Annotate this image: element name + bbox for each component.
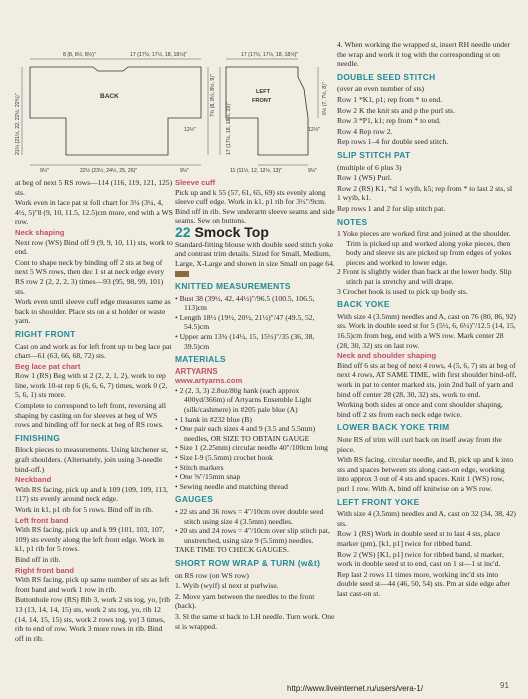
heading-right-band: Right front band bbox=[15, 565, 75, 575]
text-neck-shaping2: Cont to shape neck by binding off 2 sts at beg of next 5 WS rows, then dec 1 st at neck edge every RS row 2 (2, 2, 2, 3) times—93 (95, 98, 99, 101) sts. bbox=[15, 257, 165, 296]
heading-gauges: GAUGES bbox=[175, 494, 214, 505]
front-bottom-dim: 11 (11½, 12, 12½, 13)" bbox=[230, 168, 283, 174]
heading-knitted-measurements: KNITTED MEASUREMENTS bbox=[175, 280, 291, 291]
text-intro: at beg of next 5 RS rows—114 (116, 119, 121, 125) sts. bbox=[15, 178, 173, 197]
heading-slip-stitch: SLIP STITCH PAT bbox=[337, 149, 411, 160]
text-neck-shaping3: Work even until sleeve cuff edge measures same as back to shoulder. Place sts on a st holder or waste yarn. bbox=[15, 297, 171, 326]
text-lft4: Rep last 2 rows 11 times more, working inc'd sts into double seed st—44 (46, 50, 54) sts. Pm at side edge after last cast-on st. bbox=[337, 569, 510, 598]
list-item: 2 Front is slightly wider than back at the lower body. Slip stitch pat is stretchy and will drape. bbox=[337, 267, 512, 287]
text-right-band2: Buttonhole row (RS) Rib 3, work 2 sts tog, yo, [rib 13 (13, 14, 14, 15) sts, work 2 sts tog, yo, rib 12 (14, 14, 15, 15) sts, work 2 rows tog, yo] 3 times, rib to end of row. Work 3 more rows in rib. Bind off in rib. bbox=[15, 595, 171, 643]
heading-right-front: RIGHT FRONT bbox=[15, 328, 76, 339]
text-right-front: Cast on and work as for left front up to beg lace pat chart—61 (63, 66, 68, 72) sts. bbox=[15, 341, 172, 361]
text-dss0: (over an even number of sts) bbox=[337, 84, 425, 94]
front-outline bbox=[226, 67, 308, 155]
heading-neck-shoulder: Neck and shoulder shaping bbox=[337, 351, 437, 361]
yarn-brand: ARTYARNS bbox=[175, 366, 218, 376]
list-item: • 1 hank in #232 blue (B) bbox=[175, 414, 252, 424]
text-left-band2: Bind off in rib. bbox=[15, 554, 61, 564]
heading-beg-lace: Beg lace pat chart bbox=[15, 361, 81, 371]
text-slip3: Rep rows 1 and 2 for slip stitch pat. bbox=[337, 203, 446, 213]
text-lower2: With RS facing, circular needle, and B, pick up and k into sts and spaces between sts along cast-on edge, working into approx 3 out of 4 sts and spaces. Knit 1 (WS) row, purl 1 row. With A, bind off knitwise on a WS row. bbox=[337, 455, 513, 493]
text-lower: Note RS of trim will curl back on itself away from the piece. bbox=[337, 434, 502, 454]
text-wrap1: 1. Wyib (wyif) sl next st purlwise. bbox=[175, 581, 279, 591]
schematic-diagrams bbox=[8, 45, 333, 175]
text-neck-shaping: Next row (WS) Bind off 9 (9, 9, 10, 11) sts, work to end. bbox=[15, 237, 173, 257]
text-right-band: With RS facing, pick up same number of sts as left front band and work 1 row in rib. bbox=[15, 575, 170, 594]
column-1 bbox=[15, 178, 173, 644]
text-dss1: Row 1 *K1, p1; rep from * to end. bbox=[337, 94, 443, 104]
text-lft3: Row 2 (WS) [K1, p1] twice for ribbed band, sl marker, work in double seed st to end, cast on 1 st—1 st inc'd. bbox=[337, 549, 504, 569]
pattern-number: 22 bbox=[175, 223, 191, 240]
heading-neck-shaping: Neck shaping bbox=[15, 227, 65, 237]
text-wrap4: 4. When working the wrapped st, insert RH needle under the wrap and work it tog with the corresponding st on needle. bbox=[337, 40, 510, 69]
text-dss3: Row 3 *P1, k1; rep from * to end. bbox=[337, 116, 441, 126]
yarn-url[interactable]: www.artyarns.com bbox=[175, 376, 243, 386]
back-outline bbox=[30, 67, 201, 155]
text-intro2: Work even in lace pat st foll chart for 3¼ (3¼, 4, 4½, 5)"8 (9, 10, 11.5, 12.5)cm more, end with a WS row. bbox=[15, 198, 173, 227]
list-item: • Size 1 (2.25mm) circular needle 40"/100cm long bbox=[175, 443, 328, 453]
list-item: • One pair each sizes 4 and 9 (3.5 and 5.5mm) needles, OR SIZE TO OBTAIN GAUGE bbox=[175, 424, 316, 443]
text-slip2: Row 2 (RS) K1, *sl 1 wyib, k5; rep from * to last 2 sts, sl 1 wyib, k1. bbox=[337, 183, 513, 203]
text-wrap0: on RS row (on WS row) bbox=[175, 570, 249, 580]
heading-left-band: Left front band bbox=[15, 515, 69, 525]
text-beg-lace2: Complete to correspond to left front, reversing all shaping by casting on for sleeves at beg of WS rows and binding off for neck at beg of RS rows. bbox=[15, 401, 166, 430]
front-side-left-dim: 17 (17½, 18, 18½, 19)" bbox=[226, 102, 232, 155]
measurements-list bbox=[175, 294, 335, 352]
heading-double-seed: DOUBLE SEED STITCH bbox=[337, 71, 436, 82]
text-neck-shoulder: Bind off 6 sts at beg of next 4 rows, 4 (5, 6, 7) sts at beg of next 4 rows, AT SAME TIME, with first shoulder bind-off, work in pat to center marked sts, join 2nd ball of yarn and bind off center 28 (28, 30, 32) sts, work to end. bbox=[337, 360, 517, 399]
list-item: • Size I-9 (5.5mm) crochet hook bbox=[175, 453, 273, 463]
heading-materials: MATERIALS bbox=[175, 354, 226, 365]
back-side-dim: 21¼ (21½, 22, 22½, 22¾)" bbox=[15, 93, 21, 155]
back-side-right2-dim: 12½" bbox=[184, 127, 196, 133]
text-dss2: Row 2 K the knit sts and p the purl sts. bbox=[337, 105, 455, 115]
list-item: • Length 18½ (19½, 20½, 21½)"/47 (49.5, 52, 54.5)cm bbox=[175, 312, 315, 332]
heading-short-row-wrap: SHORT ROW WRAP & TURN (w&t) bbox=[175, 557, 321, 568]
back-label: BACK bbox=[100, 93, 119, 100]
column-2 bbox=[175, 178, 335, 632]
list-item: 1 Yoke pieces are worked first and joined at the shoulder. Trim is picked up and worked along yoke pieces, then body and sleeve sts are picked up from edges of yokes pieces and worked to lower edge. bbox=[337, 229, 512, 267]
text-dss5: Rep rows 1–4 for double seed stitch. bbox=[337, 137, 449, 147]
text-slip0: (multiple of 6 plus 3) bbox=[337, 162, 402, 172]
materials-list bbox=[175, 386, 335, 492]
text-beg-lace: Row 1 (RS) Beg with st 2 (2, 2, 1, 2), work to rep line, work 10-st rep 6 (6, 6, 6, 7) times, work 0 (2, 5, 6, 1) sts more. bbox=[15, 371, 168, 400]
text-description: Standard-fitting blouse with double seed stitch yoke and contrast trim details. Sized for Small, Medium, Large, X-Large and shown in size Small on page 64. bbox=[175, 240, 335, 278]
back-bottom-dim: 22½ (23½, 24½, 25, 26)" bbox=[80, 168, 138, 174]
notes-list bbox=[337, 229, 517, 296]
list-item: • Sewing needle and matching thread bbox=[175, 481, 288, 491]
front-bottom-right-dim: 9½" bbox=[308, 168, 318, 174]
heading-neckband: Neckband bbox=[15, 475, 52, 485]
text-gauge-check: TAKE TIME TO CHECK GAUGES. bbox=[175, 545, 289, 555]
text-neck-shoulder2: Working both sides at once and cont shoulder shaping, bind off 2 sts from each neck edge twice. bbox=[337, 400, 503, 419]
front-side-right-dim: 6½ (7, 7½, 8)" bbox=[322, 82, 328, 115]
heading-notes: NOTES bbox=[337, 216, 368, 227]
back-top-right-dim: 17 (17½, 17½, 18, 18½)" bbox=[130, 52, 188, 58]
text-sleeve-cuff: Pick up and k 55 (57, 61, 65, 69) sts evenly along sleeve cuff edge. Work in k1, p1 rib for 3½"/9cm. Bind off in rib. Sew underarm sleeve seams and side seams. Sew on buttons. bbox=[175, 187, 335, 226]
list-item: • Stitch markers bbox=[175, 462, 224, 472]
list-item: • Bust 38 (39½, 42, 44½)"/96.5 (100.5, 106.5, 113)cm bbox=[175, 293, 315, 313]
front-label-2: FRONT bbox=[252, 98, 272, 104]
list-item: • One ⅝"/15mm snap bbox=[175, 472, 241, 482]
back-side-right-dim: 7¾ (8, 8¼, 8½, 9)" bbox=[210, 74, 216, 117]
column-3 bbox=[337, 40, 517, 599]
text-neckband2: Work in k1, p1 rib for 5 rows. Bind off in rib. bbox=[15, 505, 154, 514]
text-finishing: Block pieces to measurements. Using kitchener st, graft shoulders. (Alternately, join using 3-needle bind-off.) bbox=[15, 445, 169, 474]
text-wrap2: 2. Move yarn between the needles to the front (back). bbox=[175, 591, 315, 611]
skill-level-icon bbox=[175, 271, 189, 277]
back-bottom-left-dim: 9½" bbox=[40, 168, 50, 174]
list-item: • 22 sts and 36 rows = 4"/10cm over double seed stitch using size 4 (3.5mm) needles. bbox=[175, 507, 324, 526]
list-item: • Upper arm 13¾ (14¼, 15, 15½)"/35 (36, 38, 39.5)cm bbox=[175, 331, 315, 351]
back-top-dim: 8 (8, 8½, 8½)" bbox=[63, 52, 96, 58]
back-bottom-right-dim: 9½" bbox=[180, 168, 190, 174]
list-item: • 2 (2, 3, 3) 2.8oz/80g hank (each approx 400yd/366m) of Artyarns Ensemble Light (silk/cashmere) in #205 pale blue (A) bbox=[175, 385, 312, 415]
gauges-list bbox=[175, 507, 335, 545]
list-item: • 20 sts and 24 rows = 4"/10cm over slip stitch pat, unstretched, using size 9 (5.5mm) needles. bbox=[175, 526, 330, 545]
list-item: 3 Crochet hook is used to pick up body sts. bbox=[337, 286, 468, 296]
text-left-band: With RS facing, pick up and k 99 (101, 103, 107, 109) sts evenly along the left front edge. Work in k1, p1 rib for 5 rows. bbox=[15, 525, 165, 554]
front-side-right2-dim: 12½" bbox=[308, 127, 320, 133]
footer-url[interactable]: http://www.liveinternet.ru/users/vera-1/ bbox=[287, 684, 424, 693]
text-slip1: Row 1 (WS) Purl. bbox=[337, 173, 392, 183]
heading-sleeve-cuff: Sleeve cuff bbox=[175, 178, 216, 187]
schematic-svg bbox=[8, 45, 333, 175]
text-back-yoke: With size 4 (3.5mm) needles and A, cast on 76 (80, 86, 92) sts. Work in double seed st for 5 (5½, 6, 6½)"/12.5 (14, 15, 16.5)cm from beg, end with a WS row. Mark center 28 (28, 30, 32) sts on last row. bbox=[337, 311, 516, 350]
text-neckband: With RS facing, pick up and k 109 (109, 109, 113, 117) sts evenly around neck edge. bbox=[15, 484, 168, 504]
heading-finishing: FINISHING bbox=[15, 432, 61, 443]
text-lft1: With size 4 (3.5mm) needles and A, cast on 32 (34, 38, 42) sts. bbox=[337, 509, 516, 528]
front-top-dim: 17 (17½, 17½, 18, 18½)" bbox=[241, 52, 299, 58]
heading-left-front-yoke: LEFT FRONT YOKE bbox=[337, 496, 420, 507]
text-wrap3: 3. Sl the same st back to LH needle. Turn work. One st is wrapped. bbox=[175, 611, 335, 631]
page-number: 91 bbox=[500, 681, 509, 690]
front-label-1: LEFT bbox=[256, 89, 270, 95]
text-lft2: Row 1 (RS) Work in double seed st to last 4 sts, place marker (pm), [k1, p1] twice for ribbed band. bbox=[337, 529, 501, 548]
heading-lower-back-trim: LOWER BACK YOKE TRIM bbox=[337, 422, 450, 433]
text-dss4: Row 4 Rep row 2. bbox=[337, 126, 393, 136]
pattern-title bbox=[175, 223, 335, 240]
pattern-name: Smock Top bbox=[194, 223, 269, 240]
heading-back-yoke: BACK YOKE bbox=[337, 299, 390, 310]
